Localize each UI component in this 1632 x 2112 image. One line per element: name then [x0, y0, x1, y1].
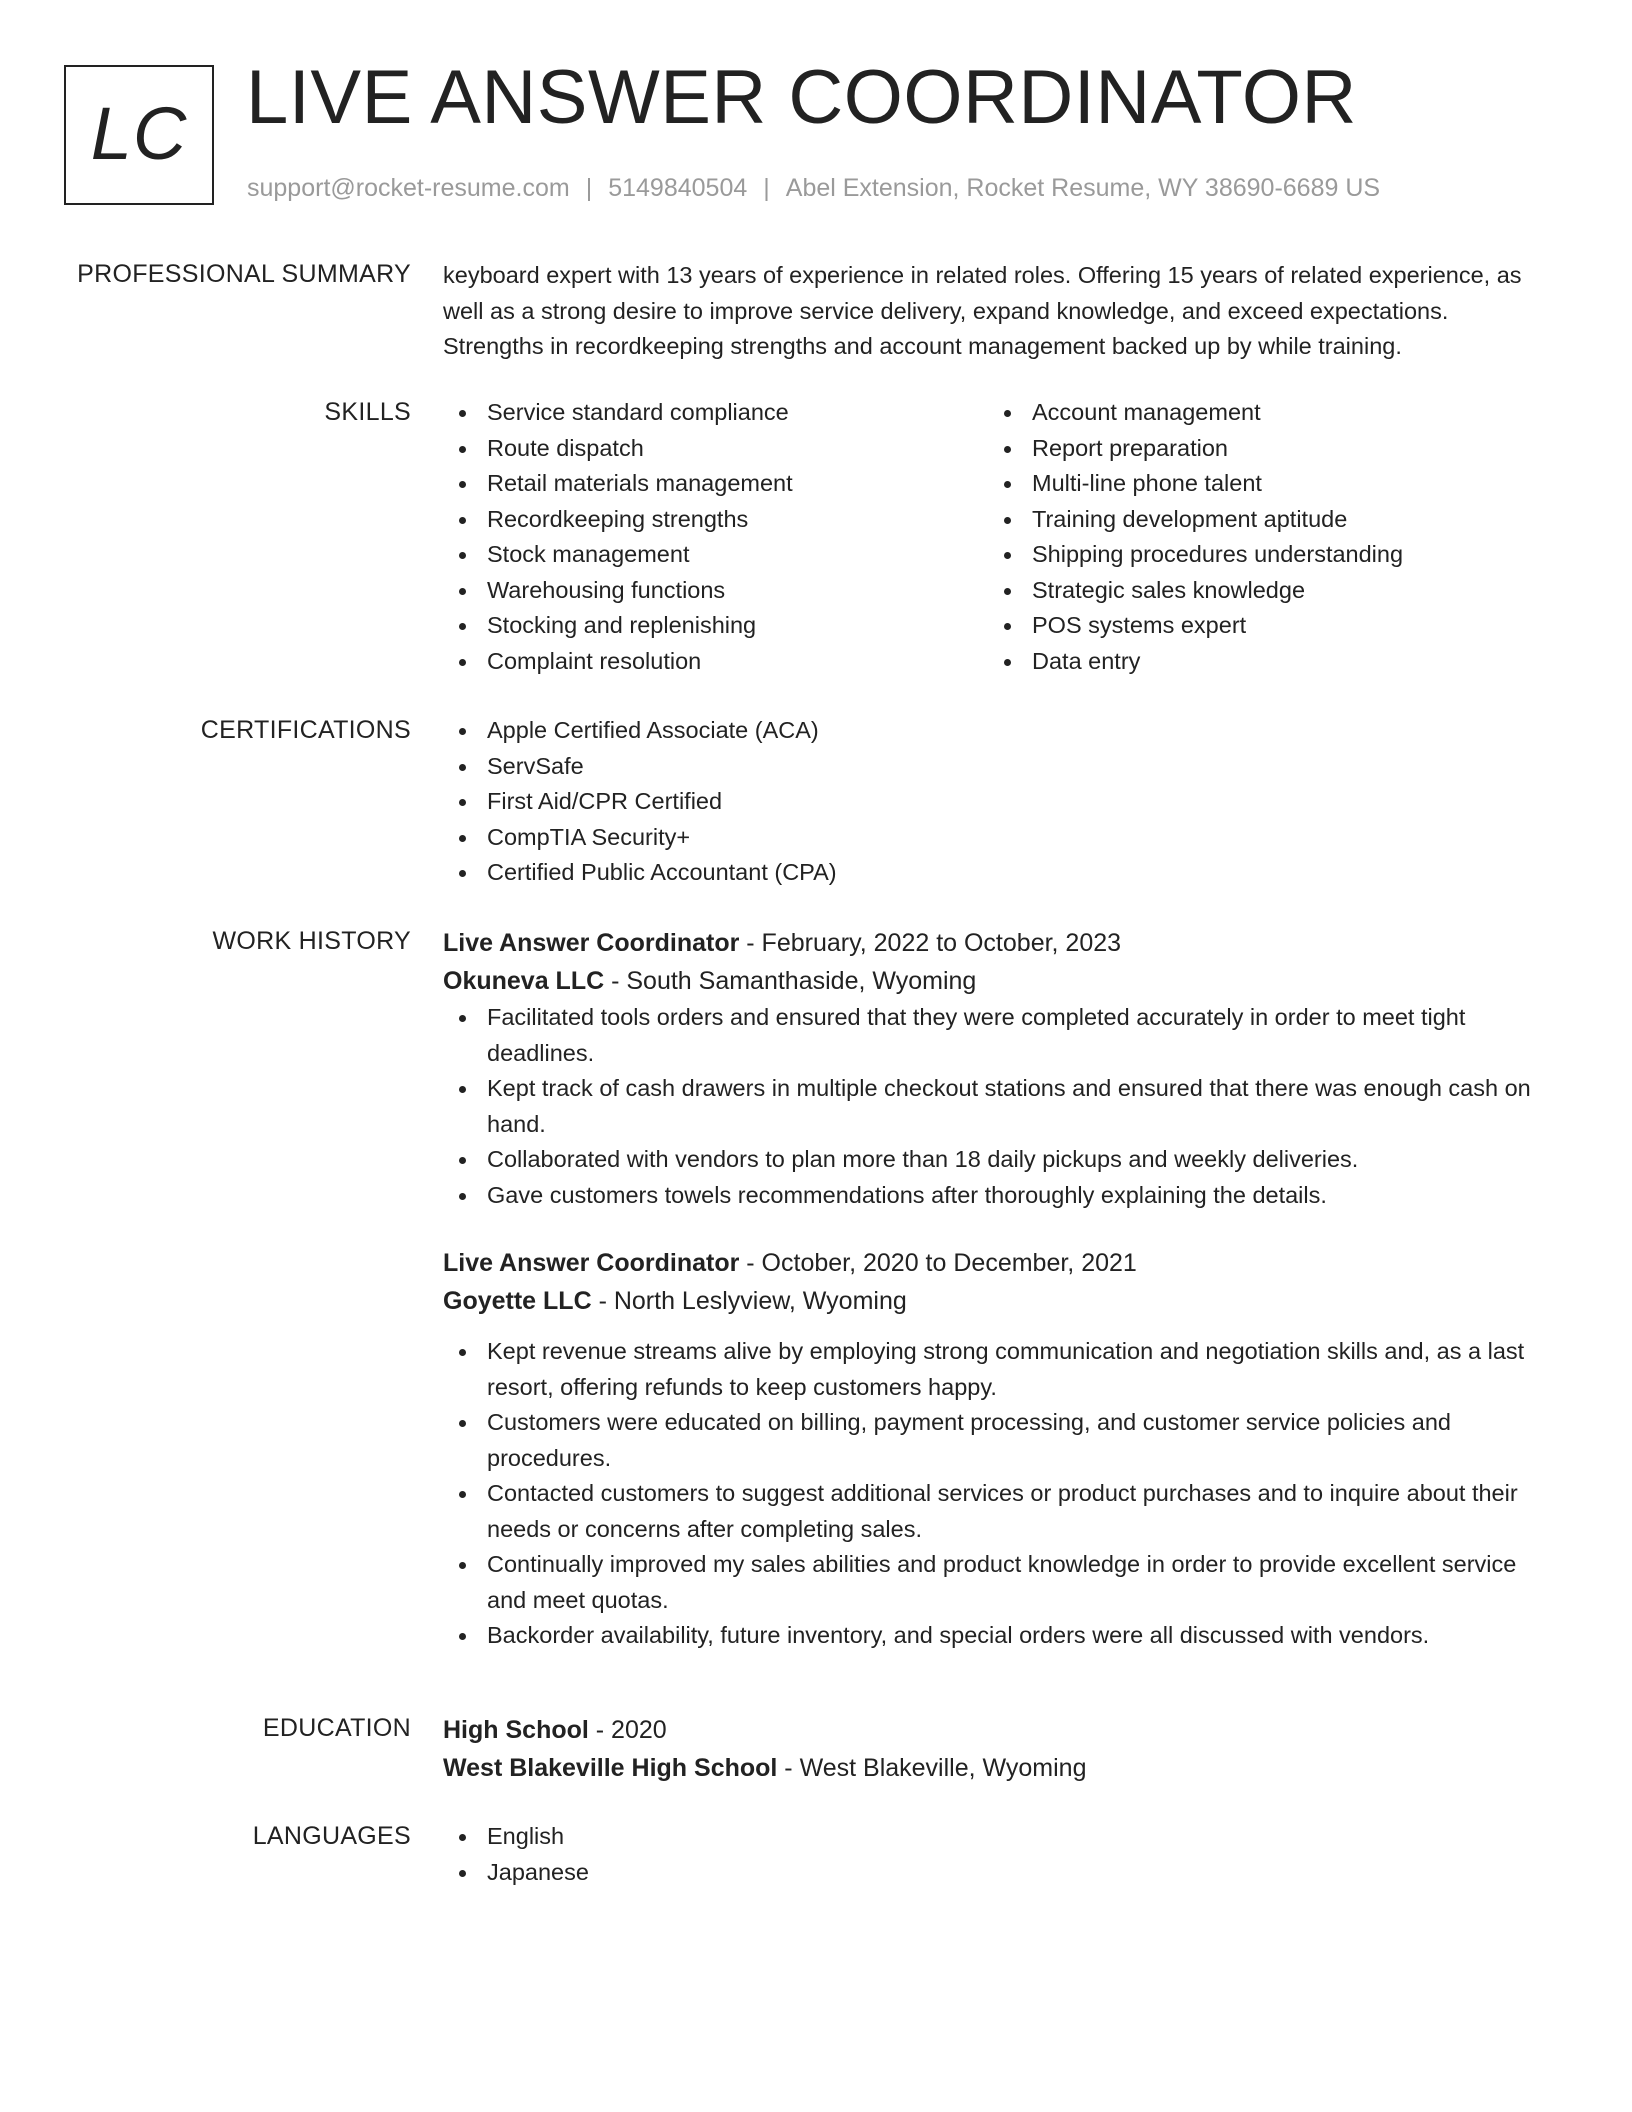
section-title-work-history: WORK HISTORY [212, 927, 411, 955]
skill-item: POS systems expert [988, 608, 1533, 644]
job-title-line [443, 1244, 1555, 1282]
education-school-line [443, 1749, 1555, 1787]
job-location: - South Samanthaside, Wyoming [604, 967, 977, 995]
skills-column-left [443, 395, 988, 679]
section-title-skills: SKILLS [324, 398, 411, 426]
skill-item: Route dispatch [443, 431, 988, 467]
section-title-education: EDUCATION [262, 1714, 411, 1742]
contact-separator: | [763, 174, 770, 202]
education-degree: High School [443, 1716, 589, 1744]
skill-item: Warehousing functions [443, 573, 988, 609]
skill-item: Service standard compliance [443, 395, 988, 431]
contact-email: support@rocket-resume.com [247, 174, 570, 202]
job-bullet-item: Continually improved my sales abilities and product knowledge in order to provide excellent service and meet quotas. [443, 1547, 1555, 1618]
skill-item: Account management [988, 395, 1533, 431]
job-company: Okuneva LLC [443, 967, 605, 995]
job-bullets [443, 1334, 1555, 1654]
skill-item: Training development aptitude [988, 502, 1533, 538]
education-degree-line [443, 1711, 1555, 1749]
skill-item: Complaint resolution [443, 644, 988, 680]
education-school: West Blakeville High School [443, 1754, 778, 1782]
monogram-box [64, 65, 214, 205]
job-title-line [443, 924, 1555, 962]
skill-item: Multi-line phone talent [988, 466, 1533, 502]
language-item: English [443, 1819, 1555, 1855]
certifications-body [443, 713, 1555, 891]
certification-item: CompTIA Security+ [443, 820, 1555, 856]
job-entry [443, 924, 1555, 1213]
section-title-summary: PROFESSIONAL SUMMARY [77, 260, 411, 288]
job-company-line [443, 1282, 1555, 1320]
monogram-initials: LC [90, 92, 188, 175]
job-bullet-item: Collaborated with vendors to plan more than 18 daily pickups and weekly deliveries. [443, 1142, 1555, 1178]
job-bullet-item: Contacted customers to suggest additional services or product purchases and to inquire about their needs or concerns after completing sales. [443, 1476, 1555, 1547]
summary-text: keyboard expert with 13 years of experience in related roles. Offering 15 years of related experience, as well as a strong desire to improve service delivery, expand knowledge, and exceed expectations. Strengths in recordkeeping strengths and account management backed up by while training. [443, 262, 1522, 359]
work-history-body [443, 924, 1555, 1654]
job-bullet-item: Customers were educated on billing, payment processing, and customer service policies and procedures. [443, 1405, 1555, 1476]
job-role: Live Answer Coordinator [443, 929, 740, 957]
education-year: - 2020 [588, 1716, 667, 1744]
skill-item: Recordkeeping strengths [443, 502, 988, 538]
job-entry [443, 1244, 1555, 1654]
certifications-list [443, 713, 1555, 891]
job-bullet-item: Gave customers towels recommendations after thoroughly explaining the details. [443, 1178, 1555, 1214]
languages-list [443, 1819, 1555, 1890]
languages-body [443, 1819, 1555, 1890]
contact-address: Abel Extension, Rocket Resume, WY 38690-6689 US [785, 174, 1381, 202]
education-location: - West Blakeville, Wyoming [777, 1754, 1087, 1782]
job-company-line [443, 962, 1555, 1000]
certification-item: First Aid/CPR Certified [443, 784, 1555, 820]
skill-item: Report preparation [988, 431, 1533, 467]
skill-item: Data entry [988, 644, 1533, 680]
job-company: Goyette LLC [443, 1287, 592, 1315]
section-title-certifications: CERTIFICATIONS [200, 716, 411, 744]
job-bullet-item: Backorder availability, future inventory, and special orders were all discussed with vendors. [443, 1618, 1555, 1654]
contact-line [247, 173, 1380, 203]
job-bullet-item: Facilitated tools orders and ensured that they were completed accurately in order to meet tight deadlines. [443, 1000, 1555, 1071]
job-location: - North Leslyview, Wyoming [591, 1287, 907, 1315]
job-role: Live Answer Coordinator [443, 1249, 740, 1277]
skill-item: Shipping procedures understanding [988, 537, 1533, 573]
section-title-languages: LANGUAGES [252, 1822, 411, 1850]
certification-item: Apple Certified Associate (ACA) [443, 713, 1555, 749]
contact-separator: | [585, 174, 593, 202]
certification-item: Certified Public Accountant (CPA) [443, 855, 1555, 891]
job-bullets [443, 1000, 1555, 1213]
skill-item: Retail materials management [443, 466, 988, 502]
skill-item: Strategic sales knowledge [988, 573, 1533, 609]
contact-phone: 5149840504 [608, 174, 748, 202]
job-bullet-item: Kept revenue streams alive by employing strong communication and negotiation skills and, as a last resort, offering refunds to keep customers happy. [443, 1334, 1555, 1405]
certification-item: ServSafe [443, 749, 1555, 785]
skills-column-right [988, 395, 1533, 679]
language-item: Japanese [443, 1855, 1555, 1891]
job-bullet-item: Kept track of cash drawers in multiple checkout stations and ensured that there was enough cash on hand. [443, 1071, 1555, 1142]
job-dates: - February, 2022 to October, 2023 [739, 929, 1122, 957]
education-body [443, 1711, 1555, 1787]
candidate-name: LIVE ANSWER COORDINATOR [246, 55, 1357, 140]
skills-grid [443, 395, 1555, 679]
skill-item: Stock management [443, 537, 988, 573]
job-dates: - October, 2020 to December, 2021 [739, 1249, 1137, 1277]
skill-item: Stocking and replenishing [443, 608, 988, 644]
